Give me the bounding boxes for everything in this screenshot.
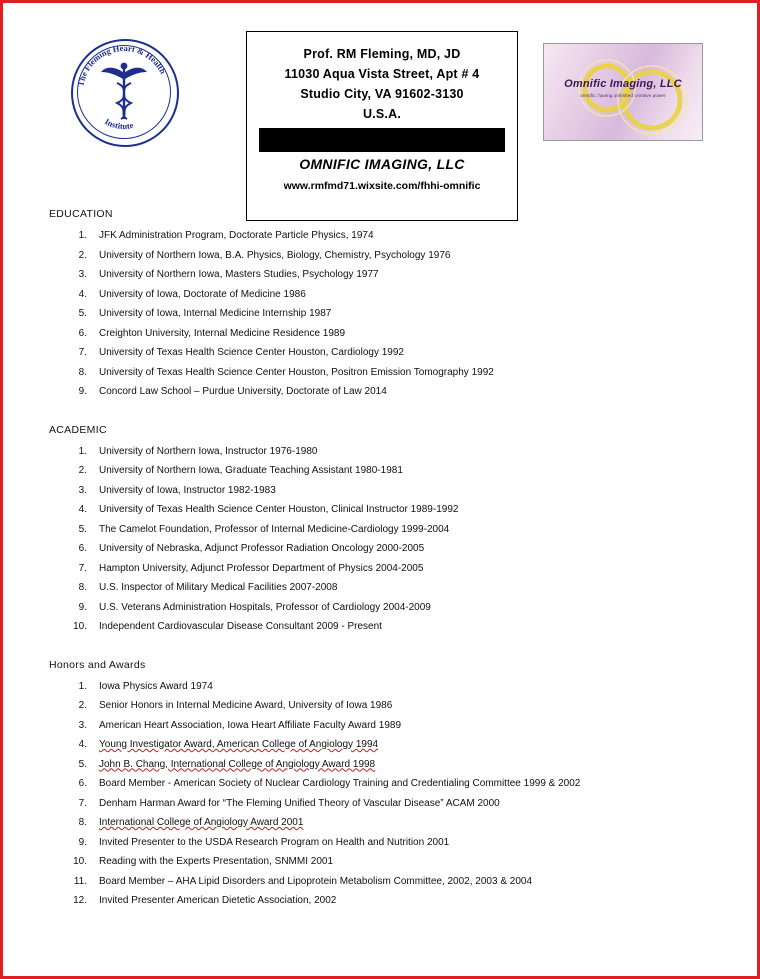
list-number: 10. [73, 621, 87, 632]
list-item [3, 363, 757, 383]
list-text: University of Northern Iowa, Graduate Teaching Assistant 1980-1981 [99, 465, 403, 476]
section-title-education: EDUCATION [49, 208, 113, 220]
list-number: 7. [78, 797, 87, 809]
list-number: 11. [73, 875, 87, 887]
list-item [3, 500, 757, 520]
section-education [3, 208, 757, 402]
list-item [3, 304, 757, 324]
redacted-bar [259, 128, 505, 152]
caduceus-icon [65, 33, 183, 151]
svg-text:The Fleming Heart & Health: The Fleming Heart & Health [75, 42, 169, 88]
list-item [3, 755, 757, 775]
list-item [3, 833, 757, 853]
list-text: U.S. Veterans Administration Hospitals, Professor of Cardiology 2004-2009 [99, 601, 431, 613]
list-number: 2. [78, 465, 87, 476]
section-title-honors: Honors and Awards [49, 658, 146, 671]
section-honors-awards [3, 659, 757, 911]
list-item [3, 677, 757, 697]
list-text: University of Northern Iowa, Instructor 1976-1980 [99, 445, 318, 457]
list-text: University of Texas Health Science Center Houston, Positron Emission Tomography 1992 [99, 366, 494, 378]
list-text: Invited Presenter to the USDA Research Program on Health and Nutrition 2001 [99, 836, 450, 848]
omnific-imaging-logo [543, 43, 703, 141]
list-number: 2. [78, 249, 87, 261]
list-item [3, 343, 757, 363]
list-text: University of Texas Health Science Center Houston, Clinical Instructor 1989-1992 [99, 504, 459, 515]
list-number: 5. [78, 758, 87, 770]
section-title-academic: ACADEMIC [49, 423, 107, 436]
honors-list [3, 677, 757, 911]
list-number: 5. [78, 308, 87, 319]
list-text: Creighton University, Internal Medicine Residence 1989 [99, 327, 346, 339]
list-text: International College of Angiology Award 2001 [99, 817, 304, 828]
list-number: 8. [78, 366, 87, 378]
list-number: 7. [78, 562, 87, 574]
list-item [3, 442, 757, 462]
section-academic [3, 424, 757, 637]
list-text: Board Member - American Society of Nuclear Cardiology Training and Credentialing Committee 1999 & 2002 [99, 778, 581, 789]
list-text: Senior Honors in Internal Medicine Award, University of Iowa 1986 [99, 700, 393, 711]
website-url: www.rmfmd71.wixsite.com/fhhi-omnific [283, 180, 481, 192]
list-item [3, 226, 757, 246]
list-item [3, 520, 757, 540]
list-item [3, 813, 757, 833]
list-item [3, 716, 757, 736]
list-item [3, 617, 757, 637]
list-item [3, 246, 757, 266]
list-text: Young Investigator Award, American College of Angiology 1994 [99, 739, 379, 750]
list-text: American Heart Association, Iowa Heart Affiliate Faculty Award 1989 [99, 719, 402, 731]
contact-info-box [246, 31, 518, 221]
company-name: OMNIFIC IMAGING, LLC [299, 156, 465, 172]
list-text: Invited Presenter American Dietetic Association, 2002 [99, 895, 337, 906]
list-text: Board Member – AHA Lipid Disorders and Lipoprotein Metabolism Committee, 2002, 2003 & 2004 [99, 875, 533, 887]
list-item [3, 539, 757, 559]
education-list [3, 226, 757, 402]
list-item [3, 324, 757, 344]
list-number: 1. [78, 680, 87, 692]
list-item [3, 578, 757, 598]
list-item [3, 461, 757, 481]
list-number: 6. [78, 327, 87, 339]
svg-text:Institute: Institute [103, 116, 135, 132]
list-number: 3. [78, 484, 87, 496]
list-number: 3. [78, 719, 87, 731]
list-text: University of Iowa, Internal Medicine Internship 1987 [99, 308, 332, 319]
contact-city-state-zip: Studio City, VA 91602-3130 [300, 87, 464, 101]
list-text: University of Iowa, Instructor 1982-1983 [99, 484, 276, 496]
list-item [3, 891, 757, 911]
list-text: Reading with the Experts Presentation, SNMMI 2001 [99, 856, 334, 867]
list-number: 8. [78, 582, 87, 593]
list-text: University of Nebraska, Adjunct Professor Radiation Oncology 2000-2005 [99, 543, 425, 554]
omnific-brand-text: Omnific Imaging, LLC [564, 78, 682, 90]
list-item [3, 774, 757, 794]
list-number: 2. [78, 700, 87, 711]
list-text: Hampton University, Adjunct Professor Department of Physics 2004-2005 [99, 562, 424, 574]
list-text: Iowa Physics Award 1974 [99, 680, 213, 692]
document-body [3, 208, 757, 911]
list-number: 1. [78, 230, 87, 241]
list-number: 9. [78, 836, 87, 848]
list-item [3, 285, 757, 305]
list-text: University of Northern Iowa, B.A. Physics, Biology, Chemistry, Psychology 1976 [99, 249, 451, 261]
list-number: 1. [78, 445, 87, 457]
list-text: John B. Chang, International College of Angiology Award 1998 [99, 758, 376, 770]
contact-country: U.S.A. [362, 107, 401, 121]
list-item [3, 872, 757, 892]
list-number: 4. [78, 288, 87, 300]
contact-name: Prof. RM Fleming, MD, JD [303, 47, 461, 61]
list-number: 7. [78, 347, 87, 358]
list-item [3, 598, 757, 618]
list-text: JFK Administration Program, Doctorate Particle Physics, 1974 [99, 230, 374, 241]
document-inner [3, 3, 757, 976]
omnific-tagline: omnific: having unlimited creative power [580, 93, 666, 98]
list-number: 6. [78, 778, 87, 789]
list-text: Denham Harman Award for “The Fleming Unified Theory of Vascular Disease” ACAM 2000 [99, 797, 500, 809]
list-number: 3. [78, 269, 87, 280]
list-number: 8. [78, 817, 87, 828]
list-item [3, 559, 757, 579]
institute-seal-logo [65, 33, 183, 151]
document-header [3, 3, 757, 208]
list-text: University of Texas Health Science Center Houston, Cardiology 1992 [99, 347, 404, 358]
list-number: 4. [78, 739, 87, 750]
list-item [3, 481, 757, 501]
academic-list [3, 442, 757, 637]
list-text: University of Northern Iowa, Masters Studies, Psychology 1977 [99, 269, 379, 280]
list-number: 12. [73, 895, 87, 906]
list-item [3, 265, 757, 285]
list-number: 10. [73, 856, 87, 867]
list-number: 6. [78, 543, 87, 554]
list-item [3, 735, 757, 755]
list-number: 4. [78, 504, 87, 515]
list-text: The Camelot Foundation, Professor of Internal Medicine-Cardiology 1999-2004 [99, 523, 450, 535]
contact-street: 11030 Aqua Vista Street, Apt # 4 [284, 67, 480, 81]
list-text: University of Iowa, Doctorate of Medicine 1986 [99, 288, 306, 300]
list-number: 9. [78, 601, 87, 613]
list-item [3, 794, 757, 814]
list-item [3, 852, 757, 872]
list-text: U.S. Inspector of Military Medical Facilities 2007-2008 [99, 582, 338, 593]
list-item [3, 696, 757, 716]
list-text: Concord Law School – Purdue University, Doctorate of Law 2014 [99, 386, 387, 397]
list-number: 5. [78, 523, 87, 535]
list-item [3, 382, 757, 402]
list-text: Independent Cardiovascular Disease Consultant 2009 - Present [99, 621, 382, 632]
list-number: 9. [78, 386, 87, 397]
